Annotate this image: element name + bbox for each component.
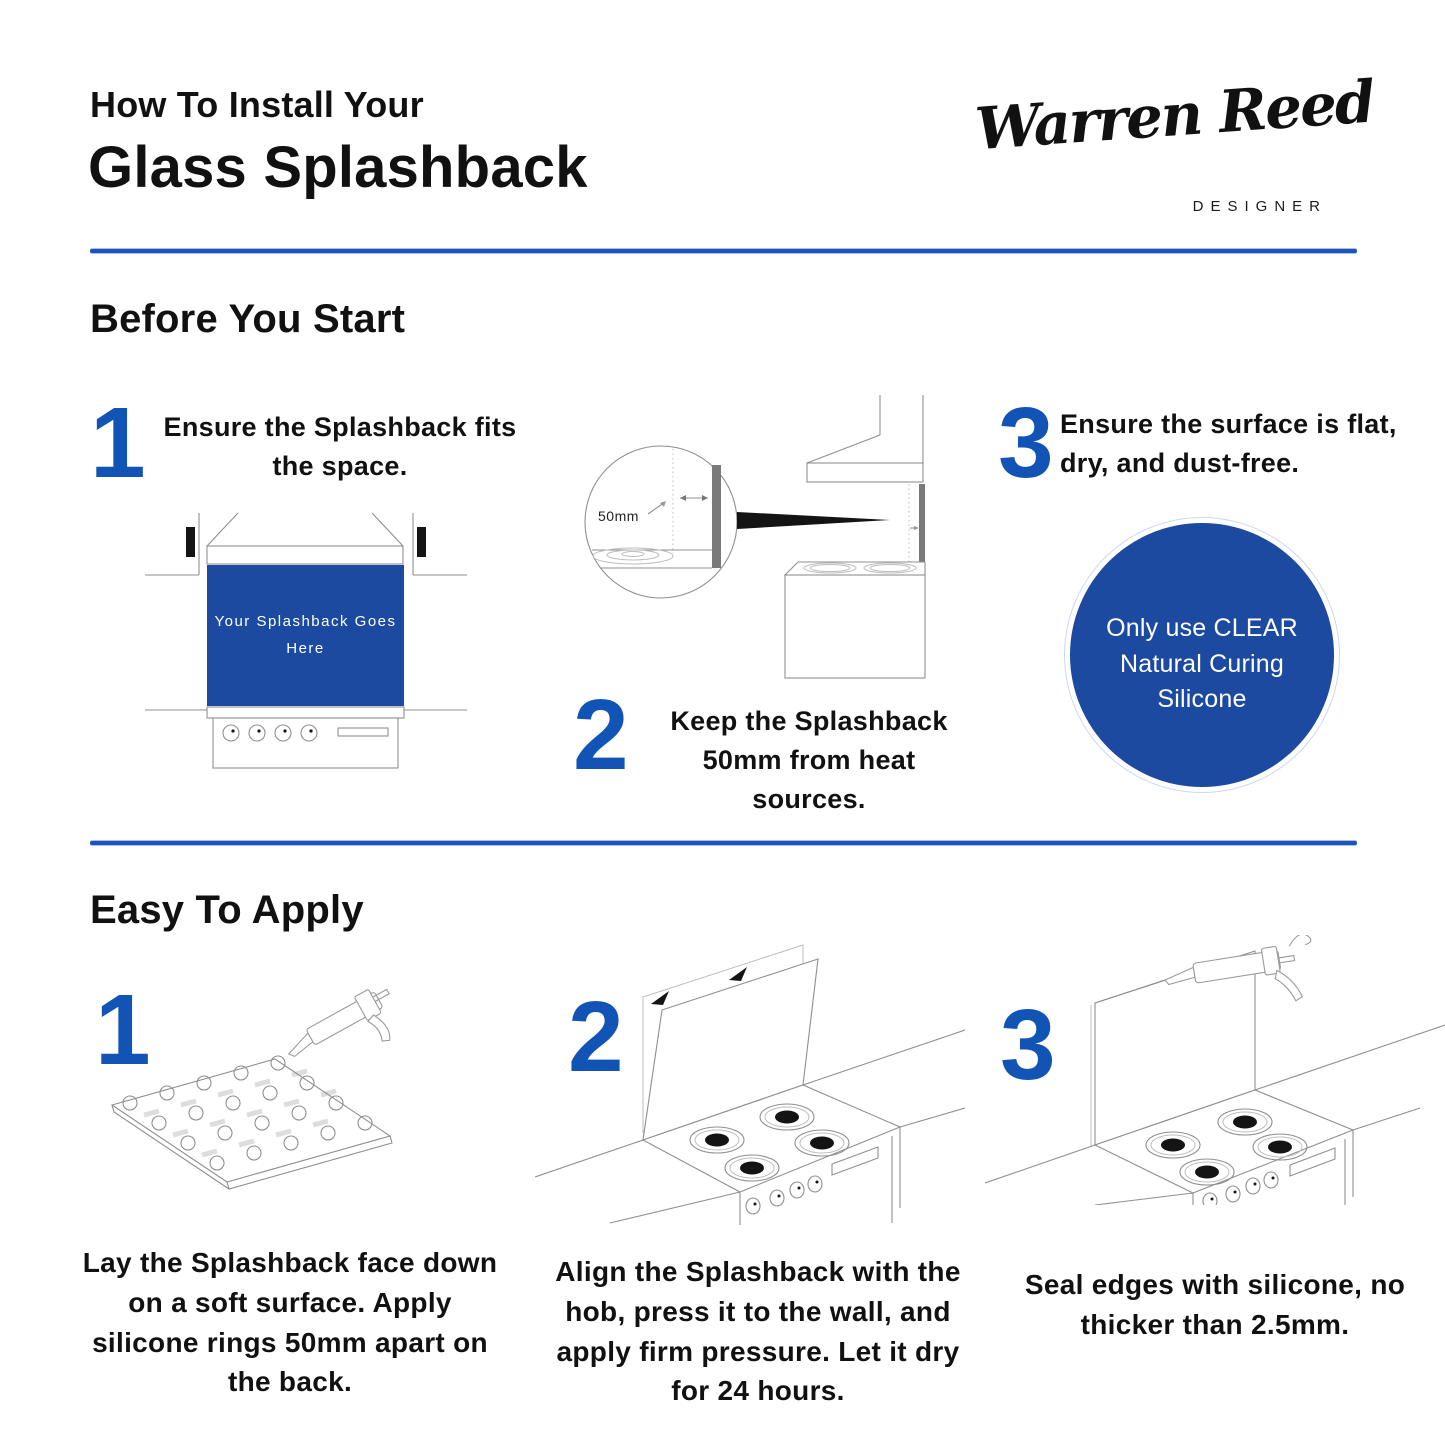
- adhesive-dashes: [144, 1071, 336, 1155]
- section-heading-before: Before You Start: [90, 297, 406, 341]
- brand-logo: [973, 67, 1376, 230]
- before-step3-text: Ensure the surface is flat, dry, and dust-free.: [1060, 409, 1397, 479]
- align-press-illustration: [535, 940, 965, 1225]
- section-heading-apply: Easy To Apply: [90, 888, 364, 932]
- silicone-note-text: Only use CLEAR Natural Curing Silicone: [1106, 614, 1298, 713]
- apply-silicone-illustration: [100, 985, 500, 1205]
- apply-step2-caption: Align the Splashback with the hob, press it to the wall, and apply firm pressure. Let it dry for 24 hours.: [555, 1256, 961, 1407]
- before-step1-number: 1: [90, 387, 146, 499]
- callout-wedge: [737, 512, 890, 529]
- section-divider-bottom: [90, 841, 1357, 845]
- before-step1-text: Ensure the Splashback fits the space.: [163, 412, 517, 482]
- apply-step3-number: 3: [1000, 989, 1056, 1101]
- apply-step1-number: 1: [95, 974, 151, 1086]
- before-step2-text: Keep the Splashback 50mm from heat sources.: [670, 706, 948, 815]
- dimension-label: 50mm: [598, 508, 639, 524]
- press-arrow: [729, 967, 747, 981]
- brand-signature: Warren Reed: [973, 67, 1376, 164]
- before-step3-number: 3: [998, 387, 1054, 499]
- before-step2-number: 2: [573, 679, 629, 791]
- apply-step3-caption: Seal edges with silicone, no thicker than 2.5mm.: [1024, 1269, 1406, 1340]
- silicone-note-badge: [1070, 523, 1334, 787]
- seal-edges-illustration: [985, 935, 1445, 1205]
- heat-distance-illustration: [560, 395, 960, 700]
- section-divider-top: [90, 249, 1357, 253]
- apply-step2-number: 2: [568, 981, 624, 1093]
- brand-subtitle: DESIGNER: [1192, 198, 1327, 215]
- page-title-line1: How To Install Your: [90, 84, 424, 125]
- splashback-panel-label: Your Splashback Goes Here: [214, 613, 397, 657]
- page-title-line2: Glass Splashback: [88, 135, 588, 200]
- apply-step1-caption: Lay the Splashback face down on a soft surface. Apply silicone rings 50mm apart on the back.: [82, 1247, 498, 1398]
